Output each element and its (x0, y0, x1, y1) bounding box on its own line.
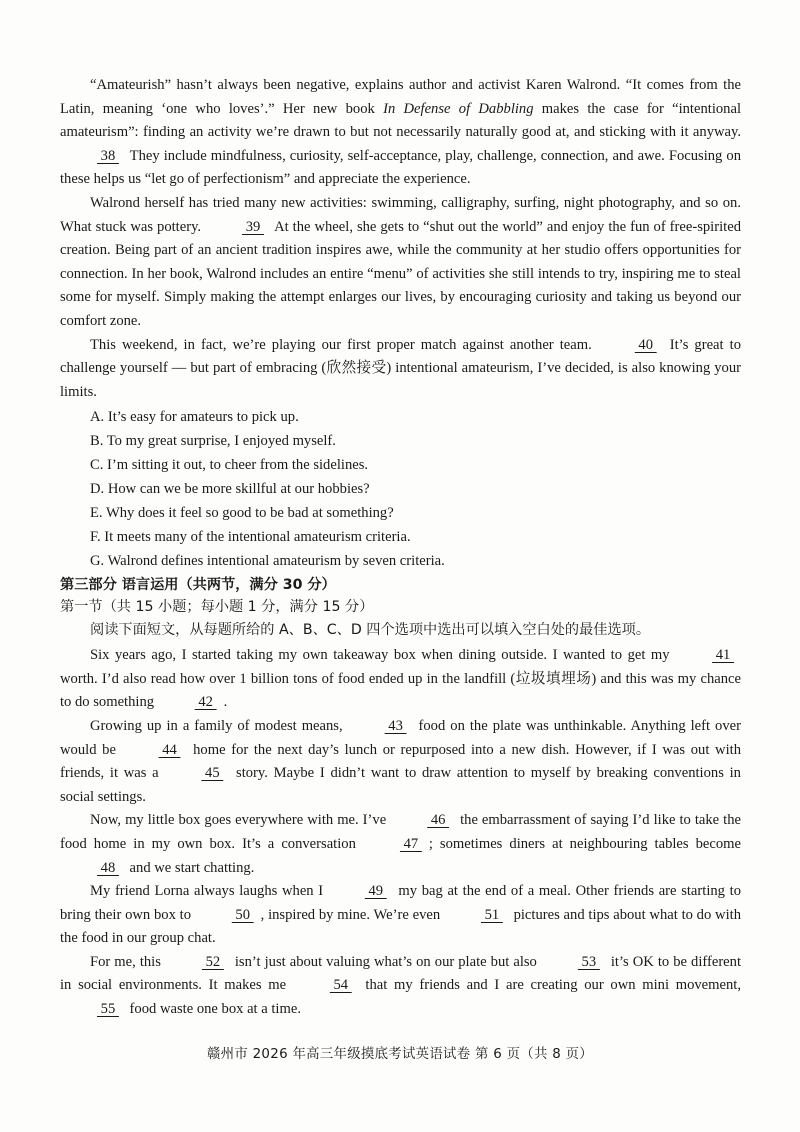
blank-50: 50 (231, 906, 254, 923)
blank-51: 51 (480, 906, 503, 923)
blank-43: 43 (384, 717, 407, 734)
option-e: E. Why does it feel so good to be bad at something? (90, 504, 394, 521)
blank-38: 38 (97, 147, 119, 164)
blank-49: 49 (364, 883, 387, 900)
part3-title: 第三部分 语言运用（共两节，满分 30 分） (60, 576, 336, 593)
passage1-paragraph-3: This weekend, in fact, we’re playing our first proper match against another team. 40 It’s great to challenge yourself — but part of embracing (欣然接受) intentional amateurism, I’ve decided, is also knowing your limits. (60, 334, 741, 405)
blank-48: 48 (97, 859, 119, 876)
blank-44: 44 (158, 741, 181, 758)
exam-page (60, 74, 741, 1022)
blank-45: 45 (201, 765, 224, 782)
blank-41: 41 (712, 647, 734, 664)
instruction-text: 阅读下面短文，从每题所给的 A、B、C、D 四个选项中选出可以填入空白处的最佳选项。 (90, 621, 651, 638)
blank-39: 39 (242, 218, 264, 235)
passage2-paragraph-2: Growing up in a family of modest means, 43 food on the plate was unthinkable. Anything left over would be 44 home for the next day’s lunch or repurposed into a new dish. However, if I was out with friends, it was a 45 story. Maybe I didn’t want to draw attention to myself by breaking conventions in social settings. (60, 715, 741, 809)
book-title: In Defense of Dabbling (383, 100, 534, 117)
blank-53: 53 (577, 953, 600, 970)
passage1-paragraph-1: “Amateurish” hasn’t always been negative, explains author and activist Karen Walrond. “It comes from the Latin, meaning ‘one who loves’.” Her new book In Defense of Dabbling makes the case for “intentional amateurism”: finding an activity we’re drawn to but not necessarily naturally good at, and sticking with it anyway. 38 They include mindfulness, curiosity, self-acceptance, play, challenge, connection, and awe. Focusing on these helps us “let go of perfectionism” and appreciate the experience. (60, 77, 742, 188)
blank-54: 54 (329, 977, 352, 994)
blank-47: 47 (399, 835, 422, 852)
option-d: D. How can we be more skillful at our hobbies? (90, 481, 370, 498)
passage2-paragraph-3: Now, my little box goes everywhere with me. I’ve 46 the embarrassment of saying I’d like to take the food home in my own box. It’s a conversation 47 ; sometimes diners at neighbouring tables become 48 and we start chatting. (60, 809, 741, 880)
option-f: F. It meets many of the intentional amateurism criteria. (90, 528, 411, 545)
option-g: G. Walrond defines intentional amateurism by seven criteria. (90, 552, 445, 569)
blank-46: 46 (427, 812, 450, 829)
option-c: C. I’m sitting it out, to cheer from the sidelines. (90, 457, 369, 474)
option-a: A. It’s easy for amateurs to pick up. (90, 409, 299, 426)
passage2-paragraph-1: Six years ago, I started taking my own takeaway box when dining outside. I wanted to get my 41 worth. I’d also read how over 1 billion tons of food ended up in the landfill (垃圾填埋场) and this was my chance to do something 42 . (60, 644, 741, 715)
option-b: B. To my great surprise, I enjoyed myself. (90, 433, 336, 450)
option-list (60, 406, 741, 573)
blank-42: 42 (194, 694, 217, 711)
blank-40: 40 (634, 336, 657, 353)
passage2-paragraph-4: My friend Lorna always laughs when I 49 my bag at the end of a meal. Other friends are starting to bring their own box to 50 , inspired by mine. We’re even 51 pictures and tips about what to do with the food in our group chat. (60, 880, 741, 951)
blank-52: 52 (201, 953, 224, 970)
blank-55: 55 (97, 1001, 119, 1018)
passage2-paragraph-5: For me, this 52 isn’t just about valuing what’s on our plate but also 53 it’s OK to be different in social environments. It makes me 54 that my friends and I are creating our own mini movement, 55 food waste one box at a time. (60, 951, 741, 1022)
page-footer: 赣州市 2026 年高三年级摸底考试英语试卷 第 6 页（共 8 页） (206, 1047, 593, 1062)
section1-title: 第一节（共 15 小题；每小题 1 分，满分 15 分） (60, 599, 374, 616)
passage1-paragraph-2: Walrond herself has tried many new activities: swimming, calligraphy, surfing, night photography, and so on. What stuck was pottery. 39 At the wheel, she gets to “shut out the world” and enjoy the fun of free-spirited creation. Being part of an ancient tradition inspires awe, while the community at her studio offers opportunities for connection. In her book, Walrond includes an entire “menu” of activities she still intends to try, inspiring me to steal some for myself. Simply making the attempt enlarges our lives, by encouraging curiosity and taking us beyond our comfort zone. (60, 194, 741, 329)
